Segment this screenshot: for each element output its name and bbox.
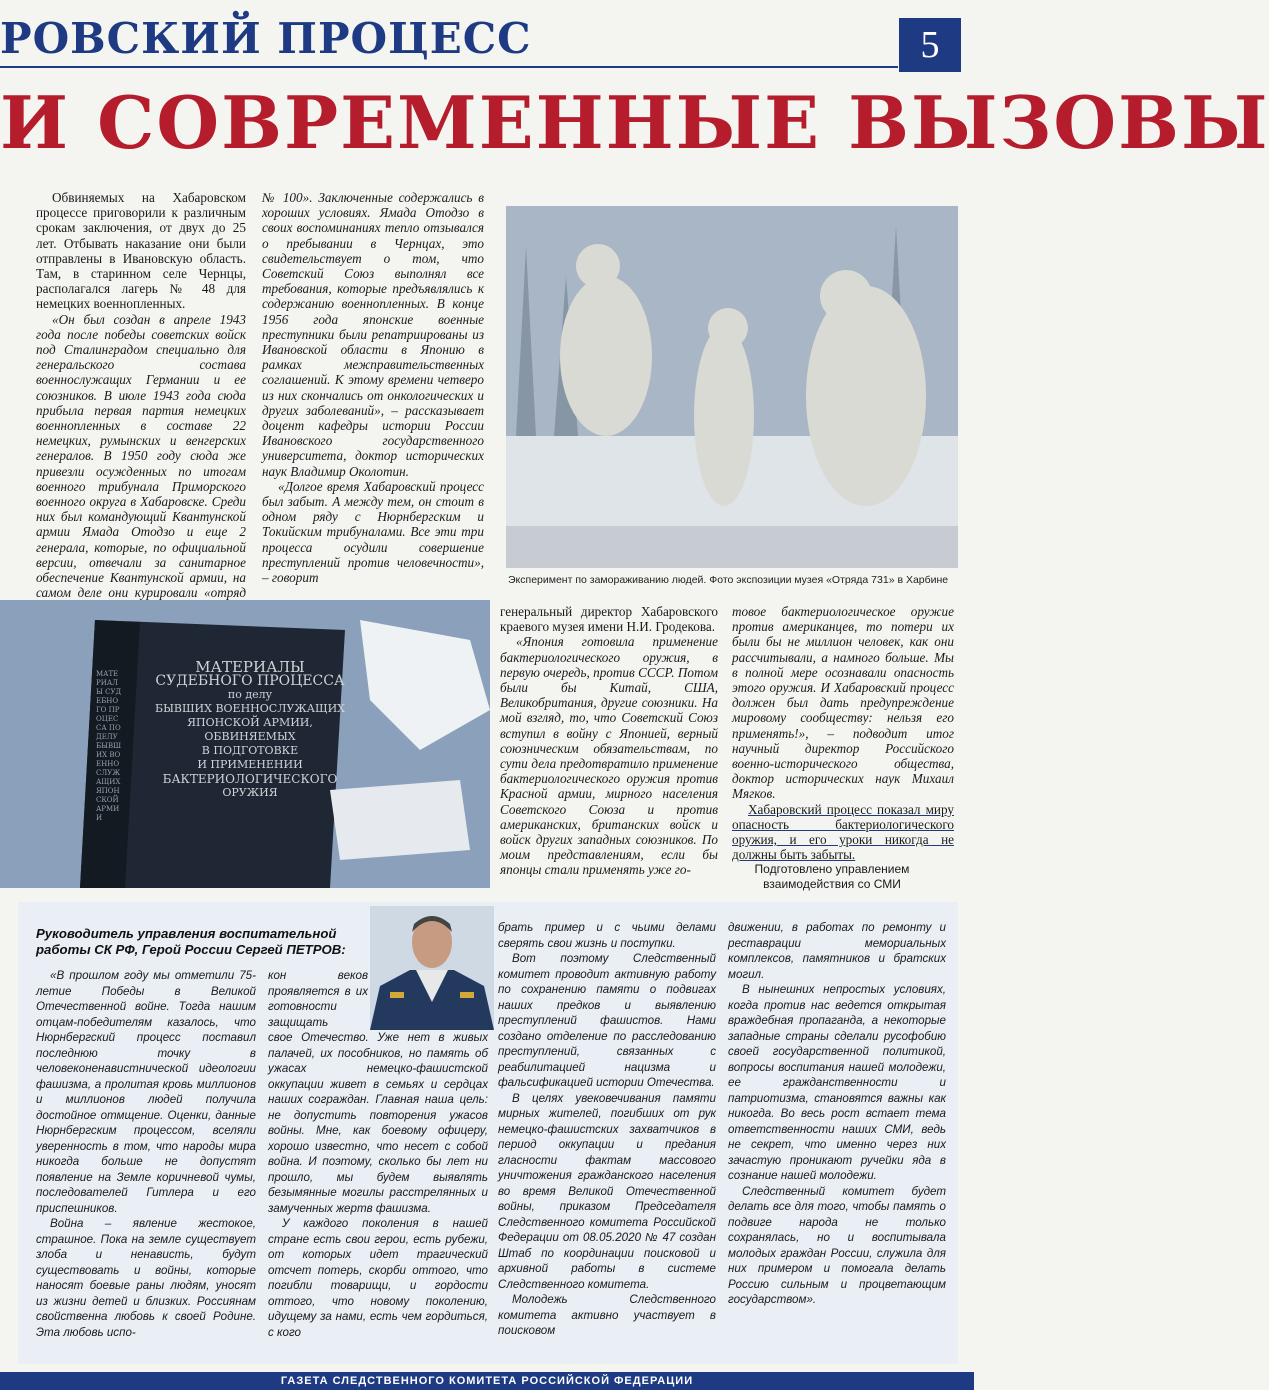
- paragraph: «Он был создан в апреле 1943 года после победы советских войск под Сталинградом специально для генеральского состава военнослужащих Германии и ее союзников. В июле 1943 года сюда прибыла первая партия немецких военнопленных в составе 22 немецких, румынских и венгерских генералов. В 1950 году сюда же привезли осужденных по итогам военного трибунала Приморского военного округа в Хабаровске. Среди них был командующий Квантунской армии Ямада Отодзо и еще 2 генерала, которые, по официальной версии, отвечали за санитарное обеспечение Квантунской армии, на самом деле они курировали «отряд: [36, 311, 246, 601]
- paragraph: № 100». Заключенные содержались в хороших условиях. Ямада Отодзо в своих воспоминаниях тепло отзывался о пребывании в Чернцах, это свидетельствует о том, что Советский Союз выполнял все требования, которые предъявлялись к содержанию военнопленных. В конце 1956 года японские военные преступники были репатриированы из Ивановской области в Японию в рамках межправительственных соглашений. К этому времени четверо из них скончались от онкологических и других заболеваний», – рассказывает доцент кафедры истории России Ивановского государственного университета, доктор исторических наук Владимир Околотин.: [262, 190, 484, 479]
- book-title-line: БАКТЕРИОЛОГИЧЕСКОГО: [162, 772, 338, 786]
- book-cover-image: [0, 600, 490, 888]
- book-title-line: ОБВИНЯЕМЫХ: [204, 730, 296, 743]
- quote-column-2: [268, 968, 488, 1360]
- paragraph: Вот поэтому Следственный комитет проводит активную работу по сохранению памяти о подвигах наших предков и выявлению преступлений фашистов. Нами создано отделение по расследованию преступлений, связанных с реабилитацией нацизма и фальсификацией истории Отечества.: [498, 952, 716, 1089]
- book-title-line: СУДЕБНОГО ПРОЦЕССА: [155, 673, 345, 689]
- article-column-3: [500, 604, 718, 894]
- book-title-line: по делу: [227, 688, 273, 701]
- quote-column-3: [498, 920, 716, 1360]
- paragraph: Обвиняемых на Хабаровском процессе приговорили к различным срокам заключения, от двух до 25 лет. Отбывать наказание они были отправлены в Ивановскую область. Там, в старинном селе Чернцы, располагался лагерь № 48 для немецких военнопленных.: [36, 190, 246, 312]
- paragraph: Следственный комитет будет делать все для того, чтобы память о подвиге народа не только сохранялась, но и воспитывала молодых граждан России, служила для них примером и помогала делать Россию сильным и процветающим государством».: [728, 1184, 946, 1306]
- quote-box-heading: Руководитель управления воспитательной работы СК РФ, Герой России Сергей ПЕТРОВ:: [36, 926, 346, 957]
- newspaper-footer: ГАЗЕТА СЛЕДСТВЕННОГО КОМИТЕТА РОССИЙСКОЙ ФЕДЕРАЦИИ: [0, 1372, 974, 1390]
- page-number: 5: [899, 18, 961, 72]
- conclusion-paragraph: Хабаровский процесс показал миру опасность бактериологического оружия, и его уроки никогда не должны быть забыты.: [732, 801, 954, 863]
- article-column-1: [36, 190, 246, 600]
- article-credit: Подготовлено управлением взаимодействия со СМИ: [754, 862, 910, 891]
- paragraph: брать пример и с чьими делами сверять свои жизнь и поступки.: [498, 921, 716, 950]
- book-title-line: МАТЕРИАЛЫ: [195, 658, 305, 676]
- book-title-line: ОРУЖИЯ: [222, 786, 278, 799]
- paragraph: В целях увековечивания памяти мирных жителей, погибших от рук немецко-фашистских захватчиков в период оккупации и предания гласности фактам массового уничтожения гражданского населения во время Великой Отечественной войны, приказом Председателя Следственного комитета Российской Федерации от 08.05.2020 № 47 создан Штаб по координации поисковой и архивной работы в системе Следственного комитета.: [498, 1091, 716, 1291]
- section-kicker: РОВСКИЙ ПРОЦЕСС: [0, 14, 532, 63]
- museum-diorama-image: [506, 206, 958, 568]
- book-title-line: И ПРИМЕНЕНИИ: [197, 758, 303, 771]
- paragraph: кон веков проявляется в их готовности защищать: [268, 969, 368, 1029]
- book-spine-text: МАТЕРИАЛЫ СУДЕБНОГО ПРОЦЕССА ПО ДЕЛУ БЫВШИХ ВОЕННОСЛУЖАЩИХ ЯПОНСКОЙ АРМИИ: [96, 670, 122, 822]
- headline: И СОВРЕМЕННЫЕ ВЫЗОВЫ: [0, 80, 1269, 165]
- quote-column-4: [728, 920, 946, 1360]
- paragraph: генеральный директор Хабаровского краевого музея имени Н.И. Гродекова.: [500, 604, 718, 635]
- kicker-rule: [0, 66, 898, 68]
- article-column-2: [262, 190, 484, 600]
- paragraph: У каждого поколения в нашей стране есть свои герои, есть рубежи, от которых идет трагический отсчет потерь, скорби оттого, что погибли товарищи, и гордости оттого, что новому поколению, идущему за нами, есть чем гордиться, с кого: [268, 1217, 488, 1339]
- paragraph: «В прошлом году мы отметили 75-летие Победы в Великой Отечественной войне. Тогда нашим отцам-победителям казалось, что Нюрнбергский процесс поставил последнюю точку в человеконенавистнической идеологии фашизма, а пролитая кровь миллионов и миллионов людей получила достойное отмщение. Оценки, данные Нюрнбергским процессом, вселяли уверенность в том, что народы мира никогда больше не допустят появление на Земле коричневой чумы, последователей Гитлера и его приспешников.: [36, 969, 256, 1215]
- paragraph: товое бактериологическое оружие против американцев, то потери их были бы не миллион человек, как они рассчитывали, а намного больше. Мы в полной мере осознавали опасность этого оружия. И Хабаровский процесс должен был дать предупреждение мировому сообществу: нельзя его применять!», – подводит итог научный директор Российского военно-исторического общества, доктор исторических наук Михаил Мягков.: [732, 604, 954, 802]
- paragraph: Война – явление жестокое, страшное. Пока на земле существует злоба и ненависть, будут существовать и войны, которые наносят боевые раны людям, уносят из жизни детей и близких. Россиянам свойственна любовь к своей Родине. Эта любовь испо-: [36, 1217, 256, 1339]
- book-title-line: БЫВШИХ ВОЕННОСЛУЖАЩИХ: [154, 702, 345, 715]
- book-title-line: В ПОДГОТОВКЕ: [201, 744, 299, 757]
- paragraph: В нынешних непростых условиях, когда против нас ведется открытая враждебная пропаганда, а некоторые западные страны сделали русофобию своей государственной политикой, вопросы воспитания нашей молодежи, ее гражданственности и патриотизма, становятся важны как никогда. Во весь рост встает тема ответственности наших СМИ, ведь не секрет, что именно через них зачастую проникают ручейки яда в сознание нашей молодежи.: [728, 983, 946, 1182]
- paragraph: Молодежь Следственного комитета активно участвует в поисковом: [498, 1293, 716, 1337]
- quote-column-1: [36, 968, 256, 1360]
- paragraph: движении, в работах по ремонту и реставрации мемориальных комплексов, памятников и братских могил.: [728, 921, 946, 981]
- article-column-4: [732, 604, 954, 863]
- book-title-line: ЯПОНСКОЙ АРМИИ,: [187, 716, 313, 729]
- photo-caption: Эксперимент по замораживанию людей. Фото экспозиции музея «Отряда 731» в Харбине: [508, 574, 949, 586]
- paragraph: «Долгое время Хабаровский процесс был забыт. А между тем, он стоит в одном ряду с Нюрнбергским и Токийским трибуналами. Все эти три процесса осудили совершение преступлений против человечности», – говорит: [262, 478, 484, 586]
- paragraph: свое Отечество. Уже нет в живых палачей, их пособников, но память об ужасах немецко-фашистской оккупации живет в семьях и сердцах наших сограждан. Главная наша цель: не допустить повторения ужасов войны. Мне, как боевому офицеру, хорошо известно, что несет с собой война. И поэтому, сколько бы лет ни прошло, мы будем выявлять безымянные могилы расстрелянных и замученных жертв фашизма.: [268, 1031, 488, 1215]
- paragraph: «Япония готовила применение бактериологического оружия, в первую очередь, против СССР. Потом были бы Китай, США, Великобритания, другие союзники. На мой взгляд, то, что Советский Союз вступил в войну с Японией, верный союзническим обязательствам, по сути дела предотвратило применение бактериологического оружия против Красной армии, мирного населения Советского Союза и против американских, британских войск и войск других западных союзников. По моим представлениям, если бы японцы стали применять уже го-: [500, 634, 718, 878]
